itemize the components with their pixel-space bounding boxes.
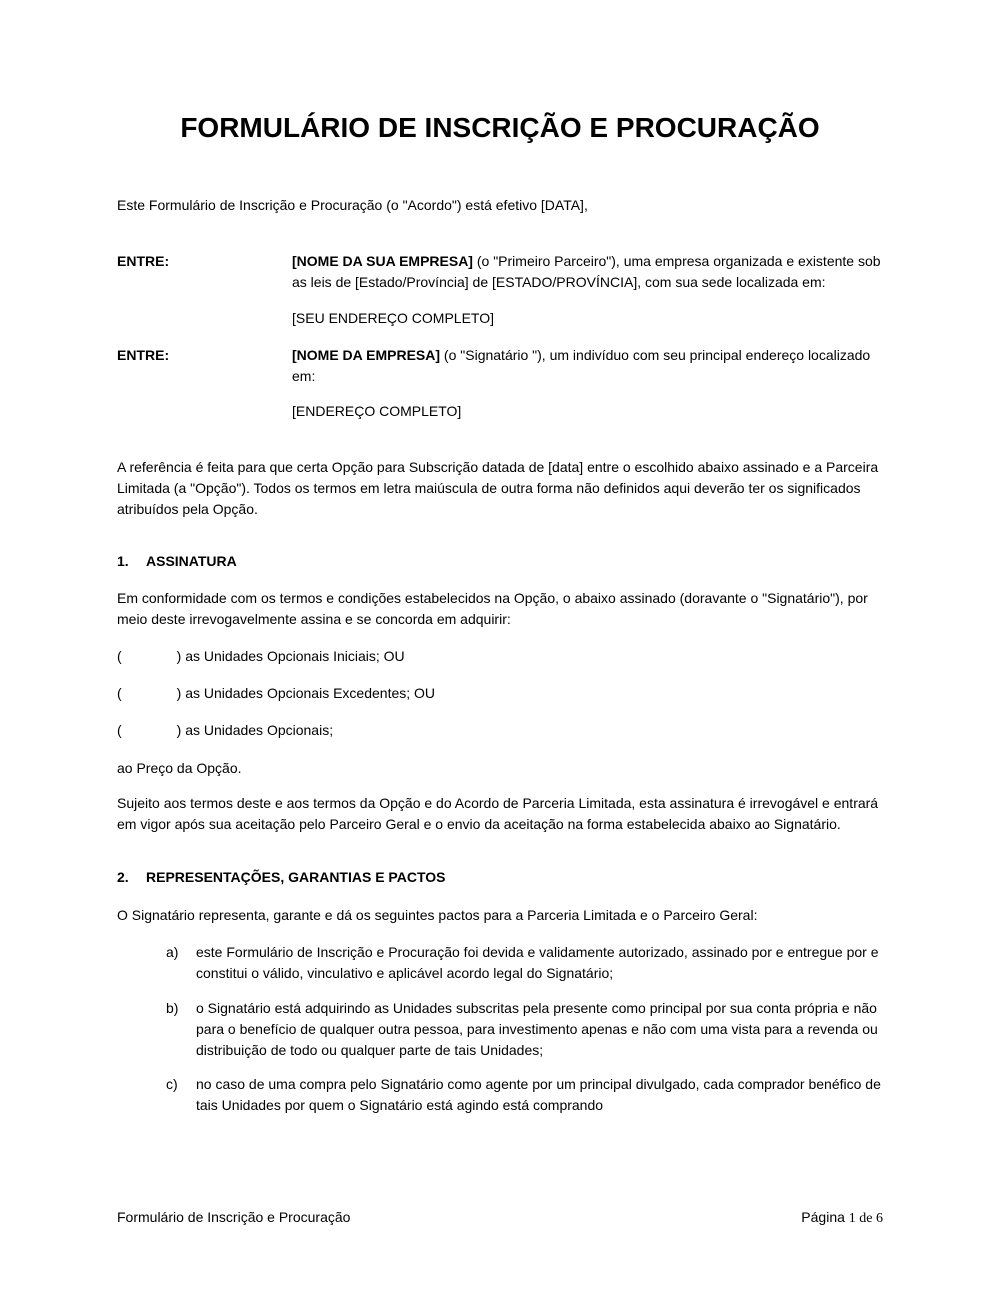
section-heading-label: REPRESENTAÇÕES, GARANTIAS E PACTOS [146,869,446,885]
party-block-first-partner [117,251,883,293]
signature-intro-paragraph: Em conformidade com os termos e condições estabelecidos na Opção, o abaixo assinado (doravante o "Signatário"), por meio deste irrevogavelmente assina e se concorda em adquirir: [117,590,868,627]
price-line: ao Preço da Opção. [117,760,242,776]
section-number: 2. [117,869,129,885]
open-paren: ( [117,685,122,701]
subscription-option-units [117,720,883,741]
footer-document-title: Formulário de Inscrição e Procuração [117,1209,351,1225]
footer-page-label: Página [801,1209,849,1225]
company-name-placeholder: [NOME DA SUA EMPRESA] [292,253,473,269]
section-heading-representacoes [117,866,883,888]
open-paren: ( [117,648,122,664]
party-description [292,345,883,387]
footer-page-number [801,1207,883,1229]
address-placeholder: [ENDEREÇO COMPLETO] [292,403,462,419]
covenant-intro-paragraph: O Signatário representa, garante e dá os seguintes pactos para a Parceria Limitada e o Parceiro Geral: [117,907,758,923]
party-description-text: (o "Primeiro Parceiro"), uma empresa organizada e existente sob as leis de [Estado/Província] de [ESTADO/PROVÍNCIA], com sua sede localizada em: [292,253,881,290]
list-item [166,942,883,984]
page-footer [117,1207,883,1229]
party-description-text: (o "Signatário "), um indivíduo com seu principal endereço localizado em: [292,347,871,384]
party-description [292,251,883,293]
option-label: ) as Unidades Opcionais; [176,722,334,738]
party-label: ENTRE: [117,253,170,269]
section-heading-label: ASSINATURA [146,553,237,569]
section-number: 1. [117,553,129,569]
section-heading-assinatura [117,550,883,572]
list-item [166,998,883,1061]
open-paren: ( [117,722,122,738]
option-label: ) as Unidades Opcionais Iniciais; OU [176,648,405,664]
subscription-option-excess [117,683,883,704]
intro-paragraph: Este Formulário de Inscrição e Procuração (o "Acordo") está efetivo [DATA], [117,197,588,213]
reference-paragraph: A referência é feita para que certa Opção para Subscrição datada de [data] entre o escolhido abaixo assinado e a Parceira Limitada (a "Opção"). Todos os termos em letra maiúscula de outra forma não definidos aqui deverão ter os significados atribuídos pela Opção. [117,459,879,517]
list-item-text: o Signatário está adquirindo as Unidades subscritas pela presente como principal por sua conta própria e não para o benefício de qualquer outra pessoa, para investimento apenas e não com uma vista para a revenda ou distribuição de todo ou qualquer parte de tais Unidades; [196,1000,878,1058]
list-item [166,1074,883,1116]
list-marker: a) [166,944,179,960]
list-marker: b) [166,1000,179,1016]
party-block-subscriber [117,345,883,387]
company-name-placeholder: [NOME DA EMPRESA] [292,347,441,363]
list-marker: c) [166,1076,178,1092]
signature-closing-paragraph: Sujeito aos termos deste e aos termos da Opção e do Acordo de Parceria Limitada, esta assinatura é irrevogável e entrará em vigor após sua aceitação pelo Parceiro Geral e o envio da aceitação na forma estabelecida abaixo ao Signatário. [117,795,879,832]
option-label: ) as Unidades Opcionais Excedentes; OU [176,685,436,701]
page-title: FORMULÁRIO DE INSCRIÇÃO E PROCURAÇÃO [180,112,820,143]
list-item-text: este Formulário de Inscrição e Procuração foi devida e validamente autorizado, assinado por e entregue por e constitui o válido, vinculativo e aplicável acordo legal do Signatário; [196,944,879,981]
address-placeholder: [SEU ENDEREÇO COMPLETO] [292,310,495,326]
list-item-text: no caso de uma compra pelo Signatário como agente por um principal divulgado, cada comprador benéfico de tais Unidades por quem o Signatário está agindo está comprando [196,1076,881,1113]
party-label: ENTRE: [117,347,170,363]
footer-page-value: 1 de 6 [848,1211,883,1226]
subscription-option-initial [117,646,883,667]
